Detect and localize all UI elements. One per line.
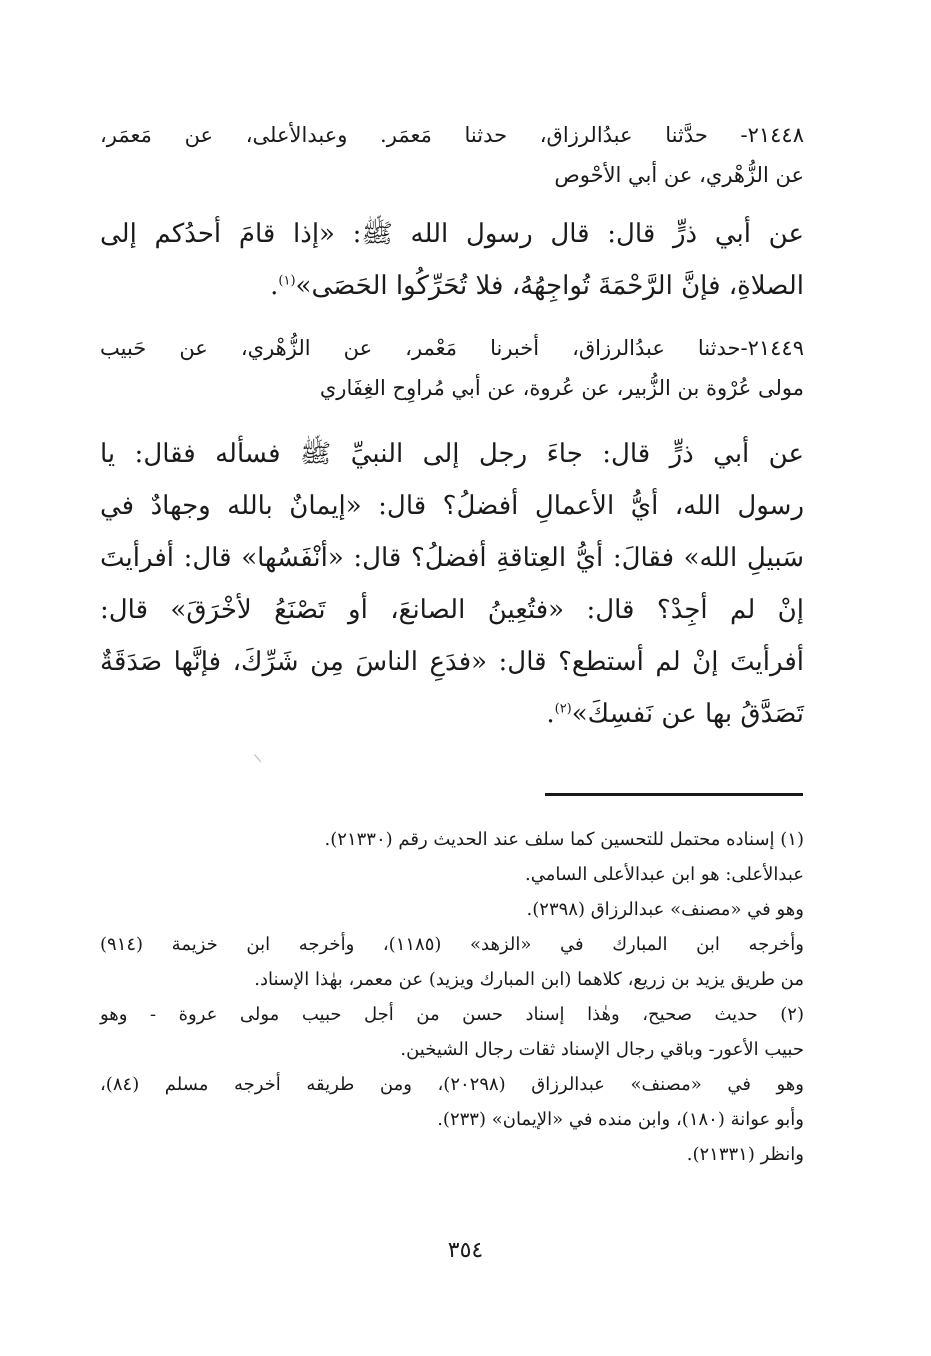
matn-line-text: تَصَدَّقُ بها عن نَفسِكَ» bbox=[571, 699, 804, 729]
footnote-ref: (٢) bbox=[554, 701, 572, 717]
chain-line: ٢١٤٤٩-حدثنا عبدُالرزاق، أخبرنا مَعْمر، عن الزُّهْري، عن حَبيب bbox=[100, 336, 804, 360]
hadith-1448-chain bbox=[100, 115, 804, 195]
matn-end: . bbox=[270, 271, 279, 301]
footnote-line: حبيب الأعور- وباقي رجال الإسناد ثقات رجال الشيخين. bbox=[400, 1039, 804, 1060]
hadith-1449-matn bbox=[100, 428, 804, 740]
matn-line: إنْ لم أجِدْ؟ قال: «فتُعِينُ الصانعَ، أو تَصْنَعُ لأخْرَقَ» قال: bbox=[100, 595, 804, 625]
matn-line: سَبيلِ الله» فقالَ: أيُّ العِتاقةِ أفضلُ؟ قال: «أنْفَسُها» قال: أفرأيتَ bbox=[100, 543, 804, 573]
footnote-line: وهو في «مصنف» عبدالرزاق (٢٣٩٨). bbox=[526, 899, 804, 920]
matn-line-last bbox=[100, 260, 804, 312]
footnote-line: عبدالأعلى: هو ابن عبدالأعلى السامي. bbox=[524, 864, 804, 885]
hadith-1449-chain bbox=[100, 328, 804, 408]
stray-mark bbox=[254, 748, 269, 763]
footnote-line: وأخرجه ابن المبارك في «الزهد» (١١٨٥)، وأخرجه ابن خزيمة (٩١٤) bbox=[100, 934, 805, 955]
matn-line-last bbox=[100, 688, 804, 740]
footnote-ref: (١) bbox=[278, 273, 296, 289]
matn-line: عن أبي ذرٍّ قال: جاءَ رجل إلى النبيِّ ﷺ فسأله فقال: يا bbox=[100, 439, 804, 469]
chain-line: ٢١٤٤٨- حدَّثنا عبدُالرزاق، حدثنا مَعمَر. وعبدالأعلى، عن مَعمَر، bbox=[100, 123, 804, 147]
footnote-line: (٢) حديث صحيح، وهٰذا إسناد حسن من أجل حبيب مولى عروة - وهو bbox=[100, 1004, 804, 1025]
matn-line-text: الصلاةِ، فإنَّ الرَّحْمَةَ تُواجِهُهُ، فلا تُحَرِّكُوا الحَصَى» bbox=[295, 271, 804, 301]
matn-line: عن أبي ذرٍّ قال: قال رسول الله ﷺ: «إذا قامَ أحدُكم إلى bbox=[100, 219, 804, 249]
footnote-line: وأبو عوانة (١٨٠)، وابن منده في «الإيمان» (٢٣٣). bbox=[437, 1109, 804, 1130]
matn-line: أفرأيتَ إنْ لم أستطع؟ قال: «فدَعِ الناسَ مِن شَرِّكَ، فإنَّها صَدَقَةٌ bbox=[100, 647, 804, 677]
footnotes bbox=[100, 822, 804, 1172]
footnote-separator bbox=[545, 793, 803, 796]
footnote-line: (١) إسناده محتمل للتحسين كما سلف عند الحديث رقم (٢١٣٣٠). bbox=[324, 829, 804, 850]
matn-end: . bbox=[546, 699, 555, 729]
page-number: ٣٥٤ bbox=[447, 1238, 484, 1263]
footnote-line: من طريق يزيد بن زريع، كلاهما (ابن المبارك ويزيد) عن معمر، بهٰذا الإسناد. bbox=[254, 969, 804, 990]
matn-line: رسول الله، أيُّ الأعمالِ أفضلُ؟ قال: «إيمانٌ بالله وجهادٌ في bbox=[100, 491, 804, 521]
hadith-1448-matn bbox=[100, 208, 804, 312]
chain-line: عن الزُّهْري، عن أبي الأحْوص bbox=[554, 163, 804, 187]
footnote-line: وهو في «مصنف» عبدالرزاق (٢٠٢٩٨)، ومن طريقه أخرجه مسلم (٨٤)، bbox=[100, 1074, 804, 1095]
chain-line: مولى عُرْوة بن الزُّبير، عن عُروة، عن أبي مُراوِح الغِفَاري bbox=[319, 376, 804, 400]
footnote-line: وانظر (٢١٣٣١). bbox=[686, 1144, 804, 1165]
